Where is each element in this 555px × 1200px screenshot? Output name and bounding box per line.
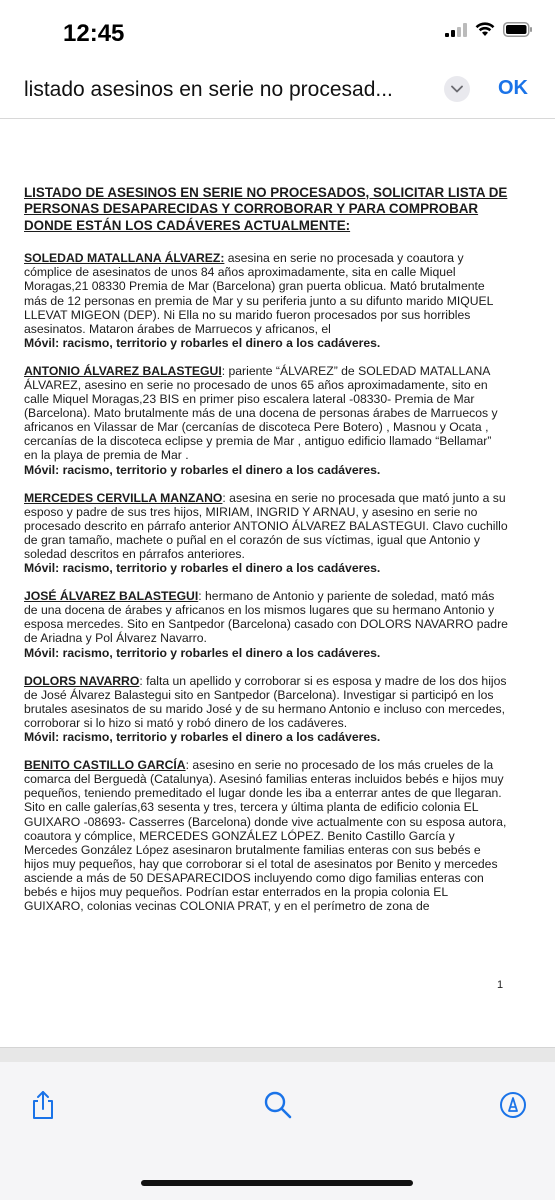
wifi-icon [475, 22, 495, 42]
home-indicator [141, 1180, 413, 1186]
share-icon [31, 1090, 55, 1125]
toolbar-divider [0, 1047, 555, 1062]
entry-text: : asesino en serie no procesado de los más crueles de la comarca del Berguedà (Catalunya). Asesinó familias enteras incluidos bebés e hijos muy pequeños, teniendo premeditado el lugar donde les iba a enterrar antes de que llegaran. Sito en calle galerías,63 sesenta y tres, tercera y última planta de edificio colonia EL GUIXARO -08693- Casserres (Barcelona) donde vive actualmente con su esposa autora, coautora y cómplice, MERCEDES GONZÁLEZ LÓPEZ. Benito Castillo García y Mercedes González López asesinaron brutalmente familias enteras con sus bebés e hijos muy pequeños, hay que corroborar si el total de asesinatos por Benito y mercedes asciende a más de 50 DESAPARECIDOS incluyendo como digo familias enteras con bebés e hijos muy pequeños. Podrían estar enterrados en la propia colonia EL GUIXARO, colonias vecinas COLONIA PRAT, y en el perímetro de zona de [24, 758, 507, 914]
search-icon [263, 1090, 293, 1125]
chevron-down-icon [451, 80, 463, 98]
entry-name: DOLORS NAVARRO [24, 673, 140, 688]
entry-motive: Móvil: racismo, territorio y robarles el dinero a los cadáveres. [24, 462, 381, 477]
markup-pen-icon [498, 1090, 528, 1125]
markup-button[interactable] [496, 1090, 530, 1124]
battery-icon [503, 22, 533, 42]
entry-text: : asesina en serie no procesada que mató junto a su esposo y padre de sus tres hijos, MIRIAM, INGRID Y ARNAU, y asesino en serie no procesado descrito en párrafo anterior ANTONIO ÁLVAREZ BALASTEGUI. Clavo cuchillo de gran tamaño, machete o puñal en el corazón de sus víctimas, igual que Antonio y soledad descritos en párrafos anteriores. [24, 490, 508, 561]
entry-text: : pariente “ÁLVAREZ” de SOLEDAD MATALLANA ÁLVAREZ, asesino en serie no procesado de unos 65 años aproximadamente, sito en calle Miquel Moragas,23 BIS en primer piso escalera lateral -08330- Premia de Mar (Barcelona). Mato brutalmente más de una docena de personas árabes de Marruecos y africanos en Vilassar de Mar (cercanías de discoteca Pere Botero) , Masnou y Ocata , cercanías de la discoteca eclipse y premia de Mar , antiguo edificio llamado “Bellamar” en la playa de premia de Mar . [24, 363, 498, 463]
entry-motive: Móvil: racismo, territorio y robarles el dinero a los cadáveres. [24, 645, 381, 660]
entry-name: BENITO CASTILLO GARCÍA [24, 758, 186, 773]
search-button[interactable] [261, 1090, 295, 1124]
entry-motive: Móvil: racismo, territorio y robarles el dinero a los cadáveres. [24, 335, 381, 350]
status-bar [0, 0, 555, 62]
entry [24, 251, 508, 350]
entry-motive: Móvil: racismo, territorio y robarles el dinero a los cadáveres. [24, 561, 381, 576]
entry-text: asesina en serie no procesada y coautora y cómplice de asesinatos de unos 84 años aproximadamente, sita en calle Miquel Moragas,21 08330 Premia de Mar (Barcelona) gran puerta oblicua. Mató brutalmente más de 12 personas en premia de Mar y su periferia junto a su difunto marido MIQUEL LLEVAT MIGEON (DEP). Ni Ella no su marido fueron procesados por sus horribles asesinatos. Mataron árabes de Marruecos y africanos, el [24, 251, 493, 336]
entry-name: MERCEDES CERVILLA MANZANO [24, 490, 223, 505]
document-heading: LISTADO DE ASESINOS EN SERIE NO PROCESADOS, SOLICITAR LISTA DE PERSONAS DESAPARECIDAS Y CORROBORAR Y PARA COMPROBAR DONDE ESTÁN LOS CADÁVERES ACTUALMENTE: [24, 185, 508, 233]
entry-name: ANTONIO ÁLVAREZ BALASTEGUI [24, 363, 222, 378]
document-nav-bar [0, 62, 555, 119]
entry [24, 364, 508, 477]
document-viewer[interactable] [0, 119, 555, 1047]
entry-name: SOLEDAD MATALLANA ÁLVAREZ: [24, 251, 225, 266]
entry [24, 674, 508, 744]
entry-text: : falta un apellido y corroborar si es esposa y madre de los dos hijos de José Álvarez Balastegui sito en Santpedor (Barcelona). Investigar si participó en los brutales asesinatos de su marido José y de su hermano Antonio e incluso con mercedes, corroborar si lo hizo si mató y robó dinero de los cadáveres. [24, 673, 507, 730]
entries-list [24, 251, 508, 913]
document-page [24, 185, 508, 927]
document-title[interactable]: listado asesinos en serie no procesad... [24, 78, 393, 101]
cellular-signal-icon [445, 23, 467, 42]
entry [24, 491, 508, 576]
share-button[interactable] [26, 1090, 60, 1124]
status-icons [445, 22, 533, 42]
entry [24, 589, 508, 659]
entry-text: : hermano de Antonio y pariente de soledad, mató más de una docena de árabes y africanos en los mismos lugares que su hermano Antonio y esposa mercedes. Sito en Santpedor (Barcelona) casado con DOLORS NAVARRO padre de Ariadna y Pol Álvarez Navarro. [24, 589, 508, 646]
ok-button[interactable]: OK [498, 77, 528, 99]
entry-motive: Móvil: racismo, territorio y robarles el dinero a los cadáveres. [24, 730, 381, 745]
entry-name: JOSÉ ÁLVAREZ BALASTEGUI [24, 589, 199, 604]
title-menu-button[interactable] [444, 76, 470, 102]
status-time: 12:45 [63, 20, 125, 47]
entry [24, 758, 508, 913]
page-number: 1 [497, 979, 504, 991]
